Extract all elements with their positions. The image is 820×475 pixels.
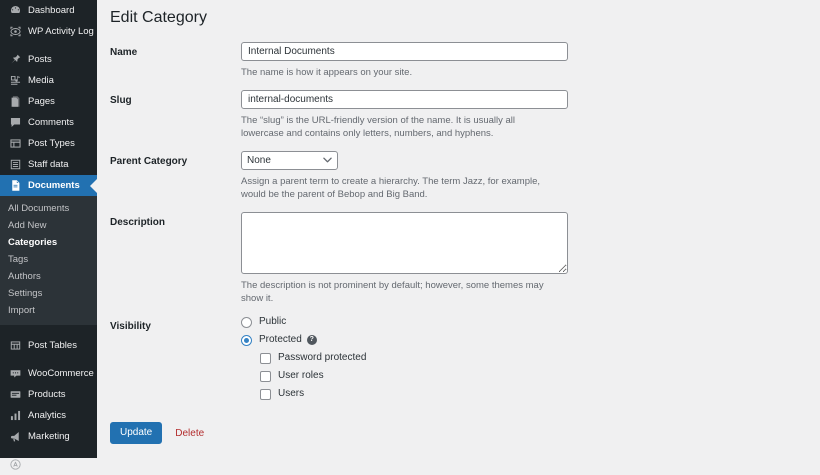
visibility-sub-options <box>260 352 810 400</box>
sidebar-item-label: Astra <box>28 459 51 470</box>
visibility-label: Visibility <box>110 321 151 332</box>
checkbox-label: Users <box>278 388 305 399</box>
checkbox-label: Password protected <box>278 352 367 363</box>
sidebar-item-label: Marketing <box>28 431 70 442</box>
description-label: Description <box>110 217 166 228</box>
radio-protected[interactable] <box>241 335 252 346</box>
submenu-item-all-documents[interactable]: All Documents <box>8 203 70 214</box>
parent-category-label: Parent Category <box>110 156 188 167</box>
slug-label: Slug <box>110 95 132 106</box>
description-help: The description is not prominent by default; however, some themes may show it. <box>241 280 544 304</box>
sidebar-item-label: Dashboard <box>28 5 75 16</box>
sidebar-item-label: Staff data <box>28 159 69 170</box>
sidebar-item-marketing[interactable] <box>0 426 97 447</box>
sidebar-item-products[interactable] <box>0 384 97 405</box>
sidebar-item-post-types[interactable] <box>0 133 97 154</box>
woocommerce-icon <box>8 367 22 381</box>
checkbox-users[interactable] <box>260 389 271 400</box>
description-textarea[interactable] <box>241 212 568 274</box>
parent-category-select[interactable] <box>241 151 338 170</box>
checkbox-label: User roles <box>278 370 324 381</box>
admin-sidebar <box>0 0 97 470</box>
pin-icon <box>8 53 22 67</box>
name-input[interactable] <box>241 42 568 61</box>
checkbox-user-roles[interactable] <box>260 371 271 382</box>
slug-input[interactable] <box>241 90 568 109</box>
parent-category-description: Assign a parent term to create a hierarchy. The term Jazz, for example, would be the parent of Bebop and Big Band. <box>241 176 541 200</box>
post-tables-icon <box>8 339 22 353</box>
comments-icon <box>8 116 22 130</box>
visibility-option-label: Public <box>259 316 287 327</box>
sidebar-item-wp-activity-log[interactable] <box>0 21 97 42</box>
name-label: Name <box>110 47 138 58</box>
sidebar-item-woocommerce[interactable] <box>0 363 97 384</box>
edit-category-form <box>110 42 820 444</box>
slug-description: The “slug” is the URL-friendly version of the name. It is usually all lowercase and contains only letters, numbers, and hyphens. <box>241 115 516 139</box>
sidebar-item-documents[interactable] <box>0 175 97 196</box>
media-icon <box>8 74 22 88</box>
submit-row <box>110 422 820 444</box>
delete-link[interactable]: Delete <box>175 427 205 439</box>
sidebar-item-astra[interactable] <box>0 454 97 475</box>
checkbox-row-users[interactable] <box>260 388 810 400</box>
sidebar-item-pages[interactable] <box>0 91 97 112</box>
astra-icon <box>8 458 22 472</box>
sidebar-item-media[interactable] <box>0 70 97 91</box>
menu-separator <box>0 328 97 332</box>
sidebar-item-label: Comments <box>28 117 74 128</box>
sidebar-item-label: Post Tables <box>28 340 77 351</box>
sidebar-item-label: Post Types <box>28 138 75 149</box>
page-title: Edit Category <box>110 9 207 26</box>
sidebar-item-posts[interactable] <box>0 49 97 70</box>
help-icon[interactable]: ? <box>307 335 317 345</box>
sidebar-item-label: Posts <box>28 54 52 65</box>
submenu-item-settings[interactable]: Settings <box>8 288 43 299</box>
submenu-item-authors[interactable]: Authors <box>8 271 41 282</box>
form-row-slug <box>110 90 820 140</box>
marketing-icon <box>8 430 22 444</box>
sidebar-item-label: Pages <box>28 96 55 107</box>
post-types-icon <box>8 137 22 151</box>
checkbox-password-protected[interactable] <box>260 353 271 364</box>
form-row-description <box>110 212 820 305</box>
activity-log-icon <box>8 25 22 39</box>
sidebar-item-label: Documents <box>28 180 80 191</box>
sidebar-item-label: Products <box>28 389 66 400</box>
analytics-icon <box>8 409 22 423</box>
visibility-option-label: Protected <box>259 334 302 345</box>
products-icon <box>8 388 22 402</box>
checkbox-row-user-roles[interactable] <box>260 370 810 382</box>
content-area <box>97 0 820 458</box>
submenu-item-tags[interactable]: Tags <box>8 254 29 265</box>
documents-submenu <box>0 196 97 325</box>
form-row-name <box>110 42 820 79</box>
checkbox-row-password-protected[interactable] <box>260 352 810 364</box>
sidebar-item-comments[interactable] <box>0 112 97 133</box>
sidebar-item-label: Analytics <box>28 410 67 421</box>
dashboard-icon <box>8 4 22 18</box>
documents-icon <box>8 179 22 193</box>
staff-data-icon <box>8 158 22 172</box>
visibility-option-protected[interactable] <box>241 334 810 346</box>
name-description: The name is how it appears on your site. <box>241 67 413 78</box>
sidebar-item-label: Media <box>28 75 54 86</box>
form-row-visibility <box>110 316 820 406</box>
update-button[interactable]: Update <box>110 422 162 444</box>
sidebar-item-analytics[interactable] <box>0 405 97 426</box>
sidebar-item-dashboard[interactable] <box>0 0 97 21</box>
submenu-item-import[interactable]: Import <box>8 305 35 316</box>
sidebar-item-label: WooCommerce <box>28 368 94 379</box>
sidebar-item-label: WP Activity Log <box>28 26 94 37</box>
radio-public[interactable] <box>241 317 252 328</box>
sidebar-item-staff-data[interactable] <box>0 154 97 175</box>
pages-icon <box>8 95 22 109</box>
submenu-item-categories[interactable]: Categories <box>8 237 58 248</box>
form-row-parent-category <box>110 151 820 201</box>
visibility-option-public[interactable] <box>241 316 810 328</box>
submenu-item-add-new[interactable]: Add New <box>8 220 47 231</box>
sidebar-item-post-tables[interactable] <box>0 335 97 356</box>
